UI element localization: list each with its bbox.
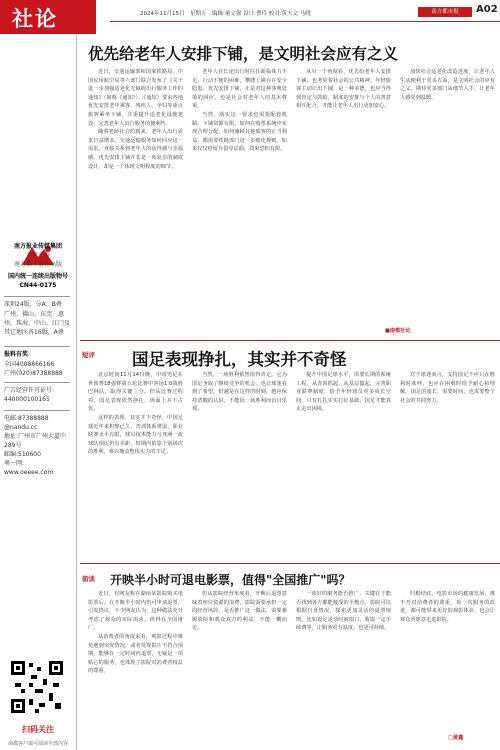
article3-credit: □黄鑫	[448, 735, 464, 741]
article3-body	[88, 590, 496, 742]
article3-label: 街谈	[82, 575, 95, 583]
website-url[interactable]: www.oeeee.com	[4, 469, 54, 476]
article2-title: 国足表现挣扎，其实并不奇怪	[132, 350, 347, 369]
sidebar-divider	[4, 382, 70, 383]
ad-license-label: 广告经营许可证号:	[4, 387, 55, 394]
article3-paragraph: 从消费者的角度来看，观影过程中难免遇到突发情况，或者发现影片不符合预期，能够在一定时间内退票，无疑是一项贴心的服务，也体现了影院对消费者权益的尊重。	[88, 633, 183, 675]
article1-body	[88, 68, 496, 338]
article2-paragraph: 北京时间11月14日晚，中国男足在世预赛18强赛第五轮比赛中客场1:0战胜巴林队，取得关键三分。但从比赛过程看，国足表现依然挣扎，场面上并不占优。	[88, 372, 183, 413]
article1-column	[296, 68, 391, 338]
paper-badge: 南方都市报	[418, 7, 472, 17]
article3-column	[296, 590, 391, 742]
email-domain: @nandu.cc	[4, 424, 38, 431]
sidebar-divider-vertical	[76, 34, 77, 750]
article2-paragraph: 这样的表现，其实并不奇怪。中国足球近年来积弊已久，青训体系薄弱，职业联赛水平有限，球员技术能力与亚洲一流球队相比仍有差距。短期内依靠个别场次的胜利，难以掩盖整体实力的不足。	[88, 414, 183, 456]
address: 地址:广州市广州大道中289号	[4, 433, 67, 449]
article3-paragraph: 一项好的服务能否推广，关键在于能否找到各方都能接受的平衡点。影院可以根据自身情况，探索更加灵活的退票规则，比如设定退票时间窗口、收取一定手续费等，让服务更有温度，也更可持续。	[296, 591, 391, 632]
article1-column	[400, 68, 495, 320]
ad-license-number: 4400001001​65	[4, 396, 50, 403]
sidebar-divider	[4, 410, 70, 411]
header-rule	[110, 21, 500, 22]
edition-codes: 深圳24版，分A、B叠	[4, 301, 62, 308]
sidebar	[0, 34, 75, 750]
article3-paragraph: 归根结底，电影市场的健康发展，离不开对消费者的尊重。每一次服务的改进，都可能带来更好的观影体验，也会让观众更愿意走进影院。	[400, 591, 495, 623]
article2-paragraph: 提升中国足球水平，需要长期的系统工程，从青训抓起，从基层做起，完善职业联赛制度，给予年轻球员更多成长空间。只有扎扎实实打好基础，国足才能真正走出困境。	[296, 372, 391, 413]
article1-paragraph: 老年人在长途出行时往往面临体力不足、行动不便的困难，攀爬上铺存在安全隐患。优先安排下铺，正是对这种客观处境的回应，也是社会对老年人的基本尊重。	[192, 69, 287, 110]
org-line-2: 主管主办	[25, 252, 50, 259]
article3-column	[88, 590, 183, 742]
article2-column	[192, 371, 287, 557]
article3-title: 开映半小时可退电影票，值得"全国推广"吗？	[110, 573, 351, 587]
org-line-3: 南方都市报社出版	[13, 261, 62, 268]
newsline-national: 全国4008866166	[4, 361, 55, 368]
article3-paragraph: 但从影院经营角度看，开映后退票意味着座位资源的浪费，影院需要承担一定的经营风险。是否推广这一做法，需要兼顾影院和观众双方的利益，不能一概而论。	[192, 591, 287, 632]
app-promo-caption: 南都客户端可阅读全部内容	[7, 741, 68, 747]
cn-number-code: CN44-0175	[19, 282, 57, 289]
article2-label: 短评	[82, 351, 95, 359]
article2-body	[88, 371, 496, 557]
article3-paragraph: 近日，有网友称在湖南某影院购买电影票后，在开映半小时内仍可申请退票，引发热议。不少网友认为，这种做法充分考虑了观众的实际需求，值得在全国推广。	[88, 591, 183, 632]
sidebar-divider	[4, 346, 70, 347]
section-title: 社论	[12, 6, 58, 31]
qr-code-icon[interactable]	[9, 659, 65, 715]
article1-paragraph: 随着老龄社会的到来，老年人出行需求日益增多。交通运输服务如何回应这一需求，直接关系到老年人的获得感与幸福感。优先安排下铺并非是一项复杂的制度设计，却是一个体现文明程度的细节。	[88, 129, 183, 170]
article3-column	[192, 590, 287, 742]
article1-credit: ■南都社论	[385, 328, 411, 334]
article1-column	[192, 68, 287, 338]
app-promo-title: 扫码关注	[22, 725, 54, 734]
article1-paragraph: 当然，落实这一要求也需要配套机制。下铺资源有限，如何在购票系统中实现合理分配，如何兼顾其他旅客的正当利益，都需要铁路部门进一步细化规则。如果仅仅停留在倡导层面，效果恐怕有限。	[192, 111, 287, 153]
section-divider	[80, 340, 500, 341]
article1-title: 优先给老年人安排下铺，是文明社会应有之义	[88, 45, 399, 63]
section-tag	[0, 0, 96, 34]
website-label: 奥一网:	[4, 460, 25, 467]
article2-paragraph: 当然，一场胜利依然值得肯定。它为国足争取了继续竞争的机会，也让球迷看到了希望。但越是在这样的时刻，越应保持清醒的认识，不能因一场胜利而盲目乐观。	[192, 372, 287, 413]
article1-paragraph: 加快社会适老化改造进度，让老年人生活便利于更多方面，是文明社会的应有之义。期待更多部门从细节入手，让老年人感受到温暖。	[400, 69, 495, 101]
newsline-title: 报料有奖	[4, 351, 29, 358]
article1-column	[88, 68, 183, 338]
article1-paragraph: 从另一个角度看，优先给老年人安排下铺，也考验着社会的公共精神。年轻旅客主动让出下铺，是一种美德，也应当得到肯定与鼓励。制度的安排与个人的善意相互配合，才能让老年人出行更加安心。	[296, 69, 391, 110]
article3-column	[400, 590, 495, 730]
cn-number-label: 国内统一连续出版物号	[7, 273, 68, 280]
section-divider	[80, 563, 500, 564]
article2-column	[296, 371, 391, 557]
article1-paragraph: 近日，交通运输部和国家铁路局、中国民用航空局等六部门联合发布了《关于进一步加强适老化无障碍出行服务工作的通知》（简称《通知》）。《通知》要求各地优先安排老年乘客、残疾人、孕妇等重点旅客乘坐下铺，注重提升适老化设施建设，完善老年人出行服务的便利性。	[88, 69, 183, 127]
page-number: A02	[476, 4, 498, 15]
article2-column	[400, 371, 495, 557]
sidebar-divider	[4, 296, 70, 297]
org-line-1: 南方报业传媒集团	[13, 243, 62, 250]
masthead	[0, 0, 500, 34]
newsline-guangzhou: 广州(020)87388888	[4, 370, 63, 377]
article2-paragraph: 对于球迷而言，支持国足不应只在胜利时欢呼，也应在困难时给予耐心和理解。国足的成长，需要时间，也需要整个社会的共同努力。	[400, 372, 495, 404]
email-label: 电邮:87388888	[4, 415, 49, 422]
postcode: 邮编:510600	[4, 451, 41, 458]
article2-column	[88, 371, 183, 557]
edition-cities: 广州、佛山、东莞、惠州、珠海、中山、江门及其它地区各16版、A叠	[4, 311, 71, 336]
issue-info: 2024年11月15日 星期五 编辑:董文强 设计:曹玲 校对:黄夫文 马晓	[140, 11, 311, 17]
